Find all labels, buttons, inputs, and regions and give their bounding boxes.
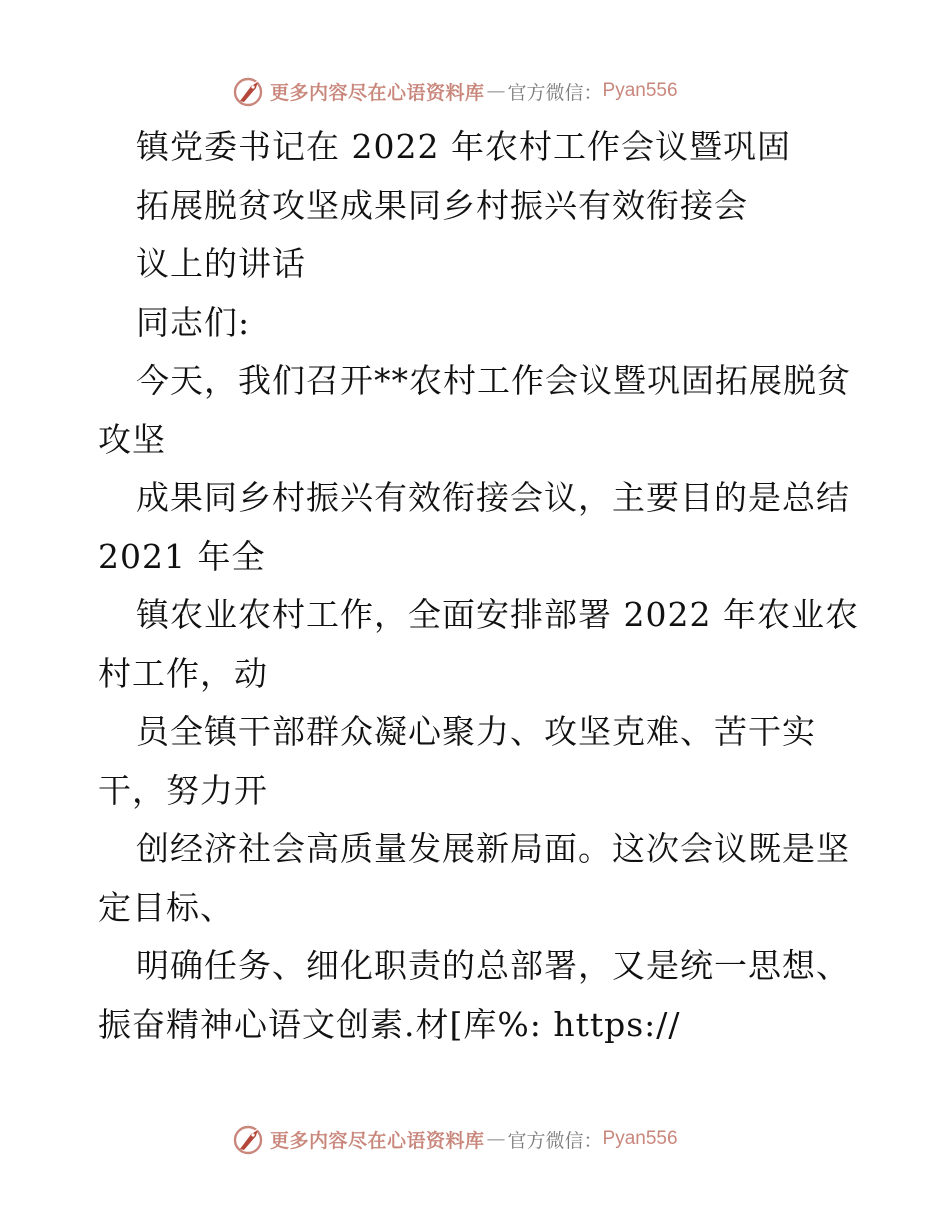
watermark-dash: — [486,80,506,102]
paragraph-line: 明确任务、细化职责的总部署，又是统一思想、 [136,946,850,985]
title-line: 拓展脱贫攻坚成果同乡村振兴有效衔接会 [136,185,748,225]
watermark-main-text: 更多内容尽在心语资料库 [270,81,485,104]
watermark-header [232,74,712,108]
salutation: 同志们: [136,302,251,342]
document-body [98,118,898,1054]
watermark-wechat-id: Pyan556 [602,1128,678,1149]
paragraph-line: 攻坚 [98,419,166,459]
watermark-wechat-id: Pyan556 [602,80,678,101]
paragraph-line: 镇农业农村工作，全面安排部署 2022 年农业农 [136,595,859,634]
watermark-dash: — [486,1128,506,1150]
paragraph-line: 员全镇干部群众凝心聚力、攻坚克难、苦干实 [136,712,816,751]
watermark-footer [232,1122,712,1156]
watermark-main-text: 更多内容尽在心语资料库 [270,1129,485,1152]
paragraph-line: 村工作，动 [98,653,268,693]
watermark-wechat-label: 官方微信： [507,81,603,104]
paragraph-line: 定目标、 [98,887,234,927]
fountain-pen-logo-icon [232,74,266,108]
paragraph-line: 成果同乡村振兴有效衔接会议，主要目的是总结 [136,478,850,517]
paragraph-line: 创经济社会高质量发展新局面。这次会议既是坚 [136,829,850,868]
paragraph-line: 振奋精神心语文创素.材[库%: https:// [98,1004,681,1044]
paragraph-line: 今天，我们召开**农村工作会议暨巩固拓展脱贫 [136,361,851,400]
paragraph-line: 干，努力开 [98,770,268,810]
paragraph-line: 2021 年全 [98,536,266,576]
title-line: 议上的讲话 [136,244,306,283]
title-line: 镇党委书记在 2022 年农村工作会议暨巩固 [136,127,791,166]
fountain-pen-logo-icon [232,1122,266,1156]
watermark-wechat-label: 官方微信： [507,1129,603,1152]
